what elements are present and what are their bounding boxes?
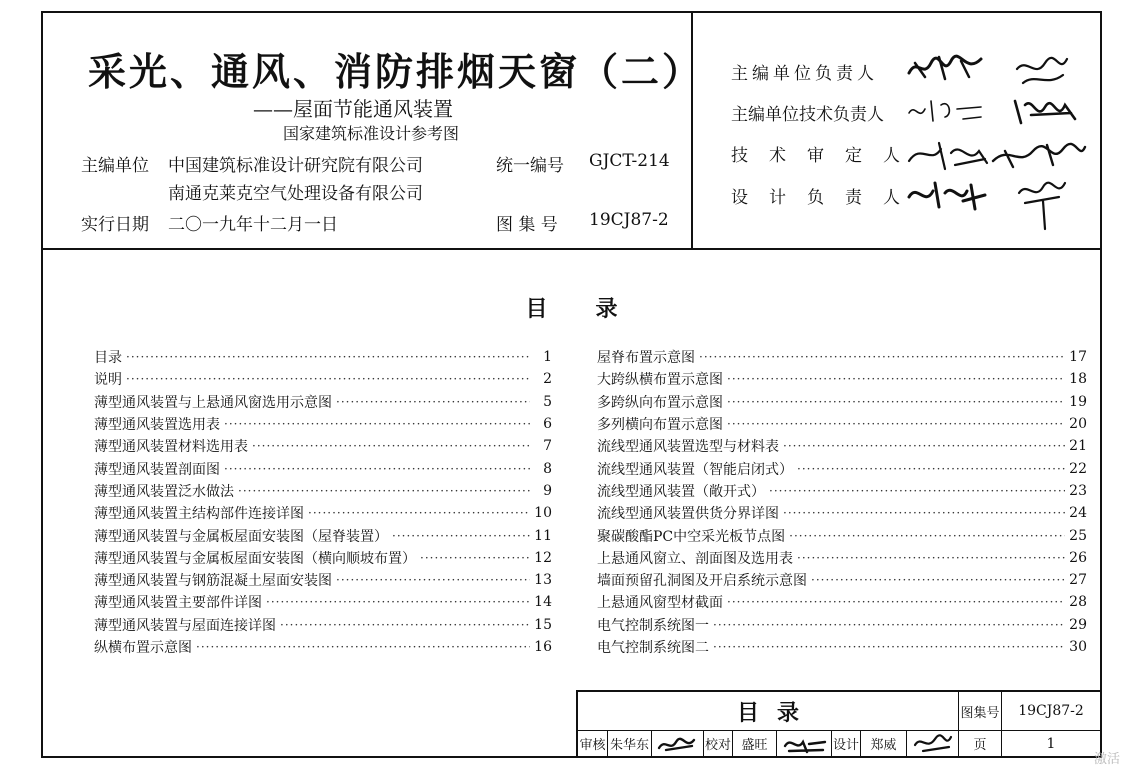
- toc-entry-page: 29: [1069, 616, 1087, 633]
- toc-leader-dots: [783, 439, 1065, 453]
- toc-leader-dots: [797, 551, 1065, 565]
- toc-entry: [94, 636, 552, 658]
- toc-entry-title: 纵横布置示意图: [94, 640, 192, 656]
- atlas-label: 图 集 号: [496, 215, 558, 235]
- toc-entry: [94, 457, 552, 479]
- toc-leader-dots: [224, 417, 530, 431]
- tb-atlas-value: 19CJ87-2: [1001, 692, 1100, 730]
- toc-leader-dots: [238, 484, 530, 498]
- toc-leader-dots: [126, 350, 530, 364]
- toc-entry-title: 流线型通风装置选型与材料表: [597, 439, 779, 456]
- table-of-contents: [43, 250, 1100, 756]
- signatory-role-4: 设计负责人: [731, 188, 921, 208]
- toc-entry: [94, 591, 552, 613]
- checker-name: 朱华东: [607, 730, 651, 756]
- toc-entry-page: 23: [1069, 482, 1087, 499]
- designer-name: 郑威: [860, 730, 906, 756]
- toc-left-column: [94, 346, 552, 658]
- toc-entry-page: 26: [1069, 549, 1087, 566]
- toc-entry-page: 15: [534, 616, 552, 633]
- toc-entry: [94, 502, 552, 524]
- toc-leader-dots: [783, 506, 1065, 520]
- toc-entry-title: 薄型通风装置选用表: [94, 417, 220, 434]
- toc-entry-title: 屋脊布置示意图: [597, 350, 695, 367]
- toc-entry-title: 薄型通风装置与屋面连接详图: [94, 617, 276, 634]
- toc-entry-title: 大跨纵横布置示意图: [597, 372, 723, 389]
- toc-entry: [94, 614, 552, 636]
- toc-entry-page: 14: [534, 594, 552, 611]
- toc-leader-dots: [797, 462, 1065, 476]
- toc-leader-dots: [727, 417, 1065, 431]
- tb-atlas-label: 图集号: [958, 692, 1001, 730]
- toc-entry: [94, 480, 552, 502]
- toc-entry-title: 电气控制系统图二: [597, 640, 709, 656]
- toc-entry-page: 12: [534, 549, 552, 566]
- toc-entry-title: 薄型通风装置材料选用表: [94, 439, 248, 456]
- toc-leader-dots: [727, 372, 1065, 386]
- signatory-role-2: 主编单位技术负责人: [731, 105, 884, 125]
- toc-entry-title: 薄型通风装置与钢筋混凝土屋面安装图: [94, 573, 332, 590]
- toc-entry-title: 说明: [94, 372, 122, 389]
- toc-entry-title: 流线型通风装置（智能启闭式）: [597, 461, 793, 478]
- toc-leader-dots: [196, 640, 530, 654]
- signature-3b-icon: [989, 137, 1089, 173]
- toc-entry-title: 多跨纵向布置示意图: [597, 394, 723, 411]
- editor-unit-2: 南通克莱克空气处理设备有限公司: [168, 184, 423, 204]
- toc-entry-title: 上悬通风窗型材截面: [597, 595, 723, 612]
- toc-entry-page: 19: [1069, 393, 1087, 410]
- toc-leader-dots: [308, 506, 530, 520]
- toc-entry-page: 2: [543, 371, 552, 388]
- toc-entry-page: 28: [1069, 594, 1087, 611]
- toc-entry: [94, 346, 552, 368]
- toc-entry-page: 21: [1069, 438, 1087, 455]
- toc-entry-page: 20: [1069, 416, 1087, 433]
- date-label: 实行日期: [81, 215, 149, 235]
- toc-leader-dots: [252, 439, 530, 453]
- signature-2b-icon: [1011, 93, 1079, 129]
- toc-leader-dots: [336, 395, 530, 409]
- toc-entry-title: 聚碳酸酯PC中空采光板节点图: [597, 528, 786, 545]
- toc-entry-title: 目录: [94, 350, 122, 367]
- toc-entry-page: 8: [543, 460, 552, 477]
- toc-entry-page: 25: [1069, 527, 1087, 544]
- toc-leader-dots: [811, 573, 1065, 587]
- toc-entry: [597, 368, 1087, 390]
- toc-entry: [597, 346, 1087, 368]
- toc-leader-dots: [727, 395, 1065, 409]
- toc-entry-page: 13: [534, 572, 552, 589]
- toc-entry: [597, 569, 1087, 591]
- toc-entry: [597, 457, 1087, 479]
- toc-leader-dots: [713, 640, 1065, 654]
- signature-4a-icon: [905, 177, 989, 213]
- toc-entry: [94, 435, 552, 457]
- toc-entry: [597, 547, 1087, 569]
- watermark-text: 激活: [1093, 752, 1120, 767]
- page-label: 页: [958, 730, 1001, 756]
- sheet-title: 目录: [736, 699, 817, 726]
- toc-leader-dots: [126, 372, 530, 386]
- toc-entry-page: 24: [1069, 505, 1087, 522]
- toc-entry-page: 16: [534, 639, 552, 655]
- toc-leader-dots: [727, 595, 1065, 609]
- toc-leader-dots: [224, 462, 530, 476]
- toc-entry-page: 6: [543, 416, 552, 433]
- toc-entry: [94, 413, 552, 435]
- toc-heading: 目录: [525, 296, 666, 322]
- toc-entry-title: 薄型通风装置主要部件详图: [94, 595, 262, 612]
- toc-entry: [597, 391, 1087, 413]
- toc-leader-dots: [699, 350, 1065, 364]
- toc-entry-page: 18: [1069, 371, 1087, 388]
- editor-label: 主编单位: [81, 156, 149, 176]
- toc-entry-title: 上悬通风窗立、剖面图及选用表: [597, 550, 793, 567]
- toc-leader-dots: [266, 595, 530, 609]
- signature-1b-icon: [1013, 53, 1071, 91]
- toc-entry-title: 墙面预留孔洞图及开启系统示意图: [597, 573, 807, 590]
- toc-entry-title: 薄型通风装置剖面图: [94, 461, 220, 478]
- toc-entry: [597, 636, 1087, 658]
- toc-entry: [94, 524, 552, 546]
- toc-leader-dots: [420, 551, 530, 565]
- signature-3a-icon: [905, 135, 991, 175]
- toc-entry: [597, 614, 1087, 636]
- proof-label: 校对: [703, 730, 732, 756]
- date-value: 二〇一九年十二月一日: [168, 215, 338, 235]
- signature-4b-icon: [1013, 175, 1073, 233]
- main-title: 采光、通风、消防排烟天窗（二）: [88, 49, 704, 94]
- toc-entry-page: 10: [534, 505, 552, 522]
- signatory-role-3: 技术审定人: [731, 146, 921, 166]
- toc-entry-title: 薄型通风装置与金属板屋面安装图（屋脊装置）: [94, 528, 388, 545]
- toc-entry-page: 1: [543, 349, 552, 366]
- toc-entry: [597, 502, 1087, 524]
- toc-entry-page: 9: [543, 482, 552, 499]
- toc-entry-title: 薄型通风装置主结构部件连接详图: [94, 506, 304, 523]
- toc-entry-title: 多列横向布置示意图: [597, 417, 723, 434]
- code-value: GJCT-214: [589, 151, 670, 171]
- check-label: 审核: [578, 730, 607, 756]
- editor-unit-1: 中国建筑标准设计研究院有限公司: [168, 156, 423, 176]
- reference-note: 国家建筑标准设计参考图: [283, 124, 460, 143]
- toc-entry: [597, 591, 1087, 613]
- toc-entry: [94, 368, 552, 390]
- code-label: 统一编号: [496, 156, 564, 176]
- atlas-value: 19CJ87-2: [589, 210, 669, 230]
- signature-2a-icon: [905, 95, 985, 127]
- signatory-panel: [693, 13, 1100, 248]
- toc-leader-dots: [280, 618, 530, 632]
- toc-entry-page: 7: [543, 438, 552, 455]
- toc-leader-dots: [769, 484, 1065, 498]
- drawing-frame: [41, 11, 1102, 758]
- title-block: [576, 690, 1100, 756]
- toc-right-column: [597, 346, 1087, 658]
- toc-entry: [94, 391, 552, 413]
- cover-header: [43, 13, 1100, 250]
- signature-1a-icon: [905, 51, 985, 85]
- toc-entry: [94, 547, 552, 569]
- toc-entry-title: 薄型通风装置泛水做法: [94, 483, 234, 500]
- toc-entry-title: 电气控制系统图一: [597, 617, 709, 634]
- toc-leader-dots: [713, 618, 1065, 632]
- toc-entry: [597, 435, 1087, 457]
- design-label: 设计: [831, 730, 860, 756]
- checker-signature-icon: [651, 730, 703, 756]
- signatory-role-1: 主编单位负责人: [731, 64, 878, 84]
- proofer-signature-icon: [776, 730, 831, 756]
- toc-entry-page: 27: [1069, 572, 1087, 589]
- toc-entry-page: 5: [543, 393, 552, 410]
- toc-leader-dots: [789, 529, 1065, 543]
- sub-title: ——屋面节能通风装置: [253, 97, 453, 121]
- header-info: [43, 13, 704, 248]
- toc-entry: [597, 413, 1087, 435]
- toc-entry-page: 11: [534, 527, 552, 544]
- toc-entry-page: 17: [1069, 349, 1087, 366]
- toc-entry-title: 薄型通风装置与金属板屋面安装图（横向顺坡布置）: [94, 550, 416, 567]
- toc-entry: [597, 480, 1087, 502]
- designer-signature-icon: [906, 730, 958, 756]
- proofer-name: 盛旺: [732, 730, 776, 756]
- toc-entry-title: 流线型通风装置（敞开式）: [597, 483, 765, 500]
- toc-entry: [597, 524, 1087, 546]
- page-number: 1: [1001, 730, 1100, 756]
- toc-leader-dots: [392, 529, 530, 543]
- toc-leader-dots: [336, 573, 530, 587]
- toc-entry: [94, 569, 552, 591]
- toc-entry-page: 22: [1069, 460, 1087, 477]
- toc-entry-title: 流线型通风装置供货分界详图: [597, 506, 779, 523]
- toc-entry-title: 薄型通风装置与上悬通风窗选用示意图: [94, 394, 332, 411]
- toc-entry-page: 30: [1069, 639, 1087, 655]
